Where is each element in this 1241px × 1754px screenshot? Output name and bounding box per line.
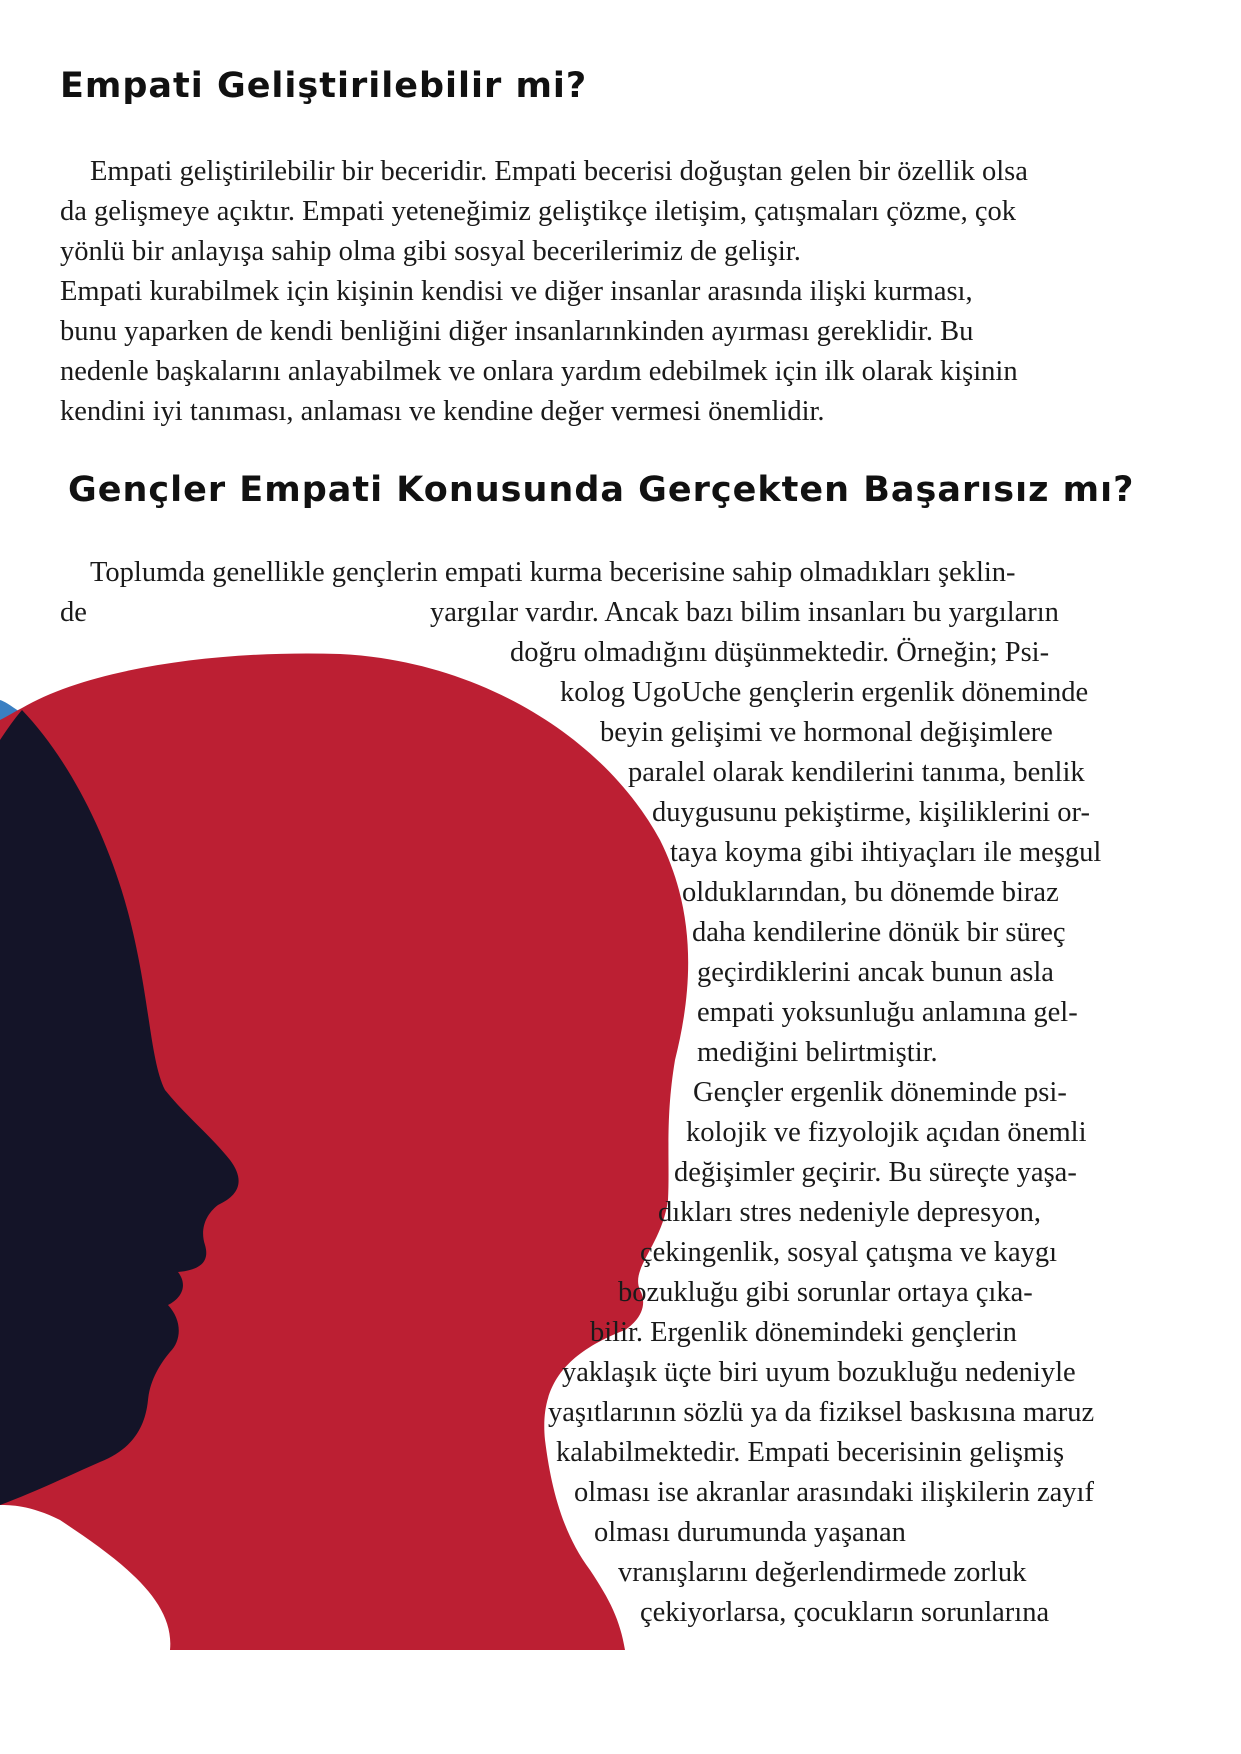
text-line: kolojik ve fizyolojik açıdan önemli	[686, 1117, 1087, 1148]
text-line: olduklarından, bu dönemde biraz	[682, 877, 1059, 908]
section1-paragraph	[60, 152, 1180, 432]
text-line: kalabilmektedir. Empati becerisinin gelişmiş	[556, 1437, 1065, 1468]
text-line: Toplumda genellikle gençlerin empati kurma becerisine sahip olmadıkları şeklin-	[90, 557, 1016, 588]
text-line: olması durumunda yaşanan	[594, 1517, 906, 1548]
text-line: olması ise akranlar arasındaki ilişkilerin zayıf	[574, 1477, 1094, 1508]
text-line: duygusunu pekiştirme, kişiliklerini or-	[652, 797, 1090, 828]
text-line: çekingenlik, sosyal çatışma ve kaygı	[640, 1237, 1058, 1268]
text-line: taya koyma gibi ihtiyaçları ile meşgul	[670, 837, 1102, 868]
text-line: daha kendilerine dönük bir süreç	[692, 917, 1066, 948]
text-line: nedenle başkalarını anlayabilmek ve onlara yardım edebilmek için ilk olarak kişinin	[60, 356, 1018, 387]
text-line: de	[60, 597, 87, 628]
section-heading: Empati Geliştirilebilir mi?	[60, 66, 588, 106]
text-line: bilir. Ergenlik dönemindeki gençlerin	[590, 1317, 1017, 1348]
text-line: da gelişmeye açıktır. Empati yeteneğimiz geliştikçe iletişim, çatışmaları çözme, çok	[60, 196, 1017, 227]
text-line: geçirdiklerini ancak bunun asla	[697, 957, 1054, 988]
text-line: kolog UgoUche gençlerin ergenlik döneminde	[560, 677, 1089, 708]
text-line: değişimler geçirir. Bu süreçte yaşa-	[674, 1157, 1077, 1188]
text-line: Empati geliştirilebilir bir beceridir. Empati becerisi doğuştan gelen bir özellik olsa	[90, 156, 1028, 187]
text-line: beyin gelişimi ve hormonal değişimlere	[600, 717, 1053, 748]
text-line: kendini iyi tanıması, anlaması ve kendine değer vermesi önemlidir.	[60, 396, 825, 427]
text-line: yönlü bir anlayışa sahip olma gibi sosyal becerilerimiz de gelişir.	[60, 236, 801, 267]
text-line: Gençler ergenlik döneminde psi-	[693, 1077, 1067, 1108]
text-line: Empati kurabilmek için kişinin kendisi ve diğer insanlar arasında ilişki kurması,	[60, 276, 973, 307]
text-line: vranışlarını değerlendirmede zorluk	[618, 1557, 1027, 1588]
text-line: empati yoksunluğu anlamına gel-	[697, 997, 1078, 1028]
text-line: bozukluğu gibi sorunlar ortaya çıka-	[618, 1277, 1033, 1308]
text-line: paralel olarak kendilerini tanıma, benlik	[628, 757, 1085, 788]
text-line: yaşıtlarının sözlü ya da fiziksel baskısına maruz	[548, 1397, 1095, 1428]
text-line: doğru olmadığını düşünmektedir. Örneğin; Psi-	[510, 637, 1050, 668]
text-line: dıkları stres nedeniyle depresyon,	[658, 1197, 1042, 1228]
text-line: yargılar vardır. Ancak bazı bilim insanları bu yargıların	[430, 597, 1059, 628]
section-heading: Gençler Empati Konusunda Gerçekten Başarısız mı?	[68, 470, 1135, 510]
text-line: çekiyorlarsa, çocukların sorunlarına	[640, 1597, 1050, 1628]
text-line: mediğini belirtmiştir.	[697, 1037, 938, 1068]
text-line: bunu yaparken de kendi benliğini diğer insanlarınkinden ayırması gereklidir. Bu	[60, 316, 974, 347]
text-line: yaklaşık üçte biri uyum bozukluğu nedeniyle	[562, 1357, 1076, 1388]
